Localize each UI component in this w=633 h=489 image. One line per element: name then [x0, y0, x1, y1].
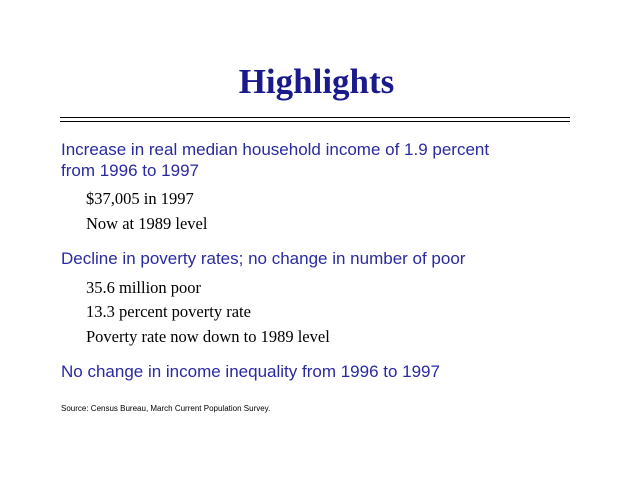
section-heading-income [61, 139, 489, 181]
bullet-poverty-rate: 13.3 percent poverty rate [86, 302, 251, 321]
slide-title: Highlights [238, 62, 395, 101]
bullet-income-level: Now at 1989 level [86, 214, 208, 233]
section-heading-inequality: No change in income inequality from 1996 to 1997 [61, 362, 440, 381]
bullet-poverty-level: Poverty rate now down to 1989 level [86, 327, 330, 346]
source-note: Source: Census Bureau, March Current Population Survey. [61, 404, 271, 413]
section-heading-poverty: Decline in poverty rates; no change in number of poor [61, 249, 466, 268]
title-divider-top [60, 117, 570, 118]
bullet-poverty-count: 35.6 million poor [86, 278, 202, 297]
title-divider-bottom [60, 121, 570, 122]
bullet-income-amount: $37,005 in 1997 [86, 189, 194, 208]
section-heading-income-line2: from 1996 to 1997 [61, 161, 199, 180]
section-heading-income-line1: Increase in real median household income of 1.9 percent [61, 140, 490, 159]
